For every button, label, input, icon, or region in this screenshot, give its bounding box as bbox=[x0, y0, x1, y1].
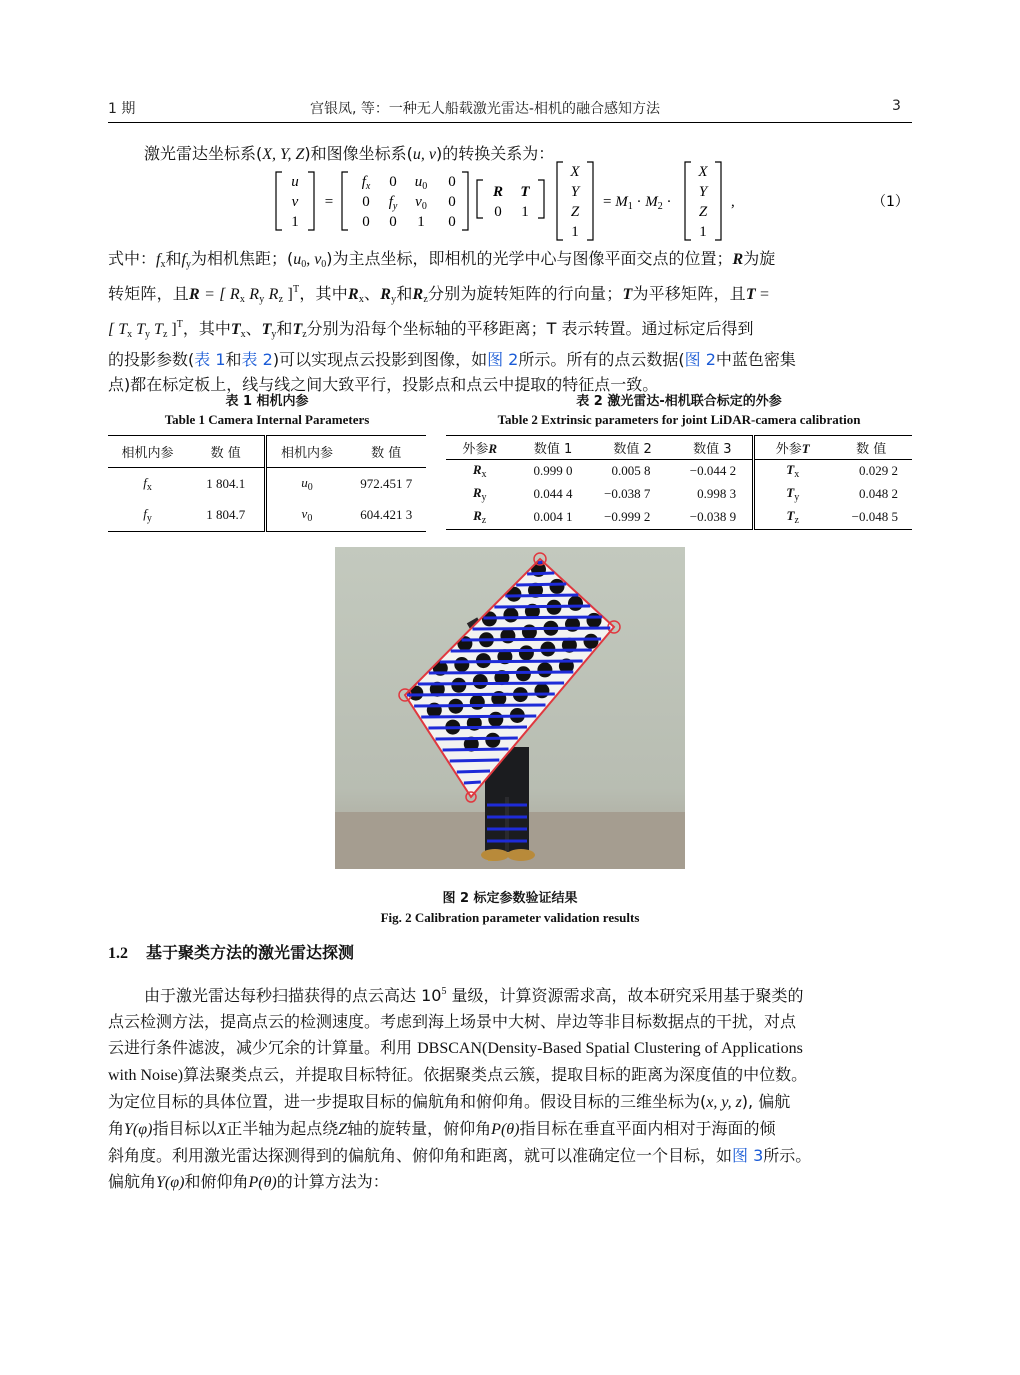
t2-h6: 数 值 bbox=[856, 442, 887, 457]
table-row: $R_x$ 0.999 0 0.005 8 −0.044 2 $T_x$ 0.029 2 bbox=[446, 460, 912, 483]
t2-h5: 外参T bbox=[775, 441, 810, 457]
scan-line bbox=[538, 562, 542, 563]
uv-1: 1 bbox=[291, 214, 299, 230]
scan-line bbox=[450, 760, 500, 761]
uv-v: v bbox=[291, 194, 299, 210]
scan-line bbox=[421, 716, 536, 717]
scan-line bbox=[473, 628, 611, 629]
checker-square bbox=[568, 596, 583, 611]
table-row: $f_y$ 1 804.7 $v_0$ 604.421 3 bbox=[108, 500, 426, 532]
equation-number: （1） bbox=[872, 194, 909, 210]
intro-line: 激光雷达坐标系(X, Y, Z)和图像坐标系(u, v)的转换关系为： bbox=[144, 144, 555, 163]
checker-square bbox=[519, 645, 534, 660]
checker-square bbox=[451, 678, 466, 693]
p2-line3: 云进行条件滤波，减少冗余的计算量。利用 DBSCAN(Density-Based Spatial Clustering of Applications bbox=[108, 1038, 803, 1057]
scan-line bbox=[494, 606, 590, 607]
t2-h4: 数值 3 bbox=[672, 436, 753, 460]
table-row: $f_x$ 1 804.1 $u_0$ 972.451 7 bbox=[108, 468, 426, 500]
uv-u: u bbox=[291, 174, 299, 190]
link-table-1[interactable]: 表 1 bbox=[194, 350, 226, 369]
k-21: 0 bbox=[389, 214, 397, 230]
xyz2-z: Z bbox=[698, 204, 708, 220]
rt-0: 0 bbox=[494, 204, 502, 220]
scan-line bbox=[414, 705, 545, 706]
rt-T: T bbox=[520, 184, 530, 200]
p2-line5: 为定位目标的具体位置，进一步提取目标的偏航角和俯仰角。假设目标的三维坐标为(x, y, z), 偏航 bbox=[108, 1092, 791, 1111]
k-13: 0 bbox=[448, 194, 456, 210]
table2-caption-en: Table 2 Extrinsic parameters for joint LiDAR-camera calibration bbox=[497, 412, 861, 427]
t1-h1: 相机内参 bbox=[121, 446, 174, 461]
table1-caption-zh: 表 1 相机内参 bbox=[225, 394, 309, 409]
eq-equals: = bbox=[324, 194, 334, 210]
p1-line1: 式中：$f_x$和$f_y$为相机焦距；($u_0$, $v_0$)为主点坐标，即相机的光学中心与图像平面交点的位置；R为旋 bbox=[108, 249, 776, 270]
table2-caption-zh: 表 2 激光雷达-相机联合标定的外参 bbox=[576, 394, 782, 409]
p2-line7: 斜角度。利用激光雷达探测得到的偏航角、俯仰角和距离，就可以准确定位一个目标，如图 3所示。 bbox=[108, 1146, 812, 1165]
xyz2-x: X bbox=[698, 164, 708, 180]
checker-square bbox=[537, 662, 552, 677]
table-row: $R_y$ 0.044 4 −0.038 7 0.998 3 $T_y$ 0.048 2 bbox=[446, 483, 912, 506]
k-22: 1 bbox=[417, 214, 425, 230]
p1-line5: 点)都在标定板上，线与线之间大致平行，投影点和点云中提取的特征点一致。 bbox=[108, 375, 659, 394]
equation-1 bbox=[0, 0, 1020, 245]
k-10: 0 bbox=[362, 194, 370, 210]
issue-number: 1 期 bbox=[108, 101, 136, 117]
checker-square bbox=[473, 674, 488, 689]
figure2-caption-zh: 图 2 标定参数验证结果 bbox=[442, 891, 578, 906]
section-heading: 1.2 基于聚类方法的激光雷达探测 bbox=[108, 943, 355, 962]
scan-line bbox=[457, 771, 490, 772]
k-23: 0 bbox=[448, 214, 456, 230]
t2-h1: 外参R bbox=[462, 441, 497, 457]
scan-line bbox=[462, 639, 601, 640]
scan-line bbox=[407, 694, 555, 695]
table1-caption-en: Table 1 Camera Internal Parameters bbox=[164, 412, 370, 427]
table-row: $R_z$ 0.004 1 −0.999 2 −0.038 9 $T_z$ −0.048 5 bbox=[446, 506, 912, 530]
k-01: 0 bbox=[389, 174, 397, 190]
t2-h2: 数值 1 bbox=[533, 442, 573, 457]
scan-line bbox=[505, 595, 578, 596]
checker-square bbox=[470, 695, 485, 710]
k-u0: $u_0$ bbox=[414, 174, 428, 192]
scan-line bbox=[436, 738, 518, 739]
t1-h3: 相机内参 bbox=[280, 446, 333, 461]
t1-h4: 数 值 bbox=[371, 446, 402, 461]
p1-line2: 转矩阵，且R = [ $R_x$ $R_y$ $R_z$ ]$^T$，其中$R_x$、$R_y$和$R_z$分别为旋转矩阵的行向量；T为平移矩阵，且T = bbox=[108, 284, 770, 305]
t1-h2: 数 值 bbox=[187, 436, 266, 468]
p2-line4: with Noise)算法聚类点云，并提取目标特征。依据聚类点云簇，提取目标的距离为深度值的中位数。 bbox=[108, 1065, 808, 1084]
k-fx: $f_x$ bbox=[361, 174, 371, 192]
scan-line bbox=[440, 661, 583, 662]
p2-line6: 角Y(φ)指目标以X正半轴为起点绕Z轴的旋转量，俯仰角P(θ)指目标在垂直平面内相对于海面的倾 bbox=[108, 1119, 776, 1138]
eq-comma: , bbox=[731, 194, 735, 210]
rt-1: 1 bbox=[521, 204, 529, 220]
rt-R: R bbox=[492, 184, 504, 200]
link-table-2[interactable]: 表 2 bbox=[241, 350, 273, 369]
scan-line bbox=[527, 573, 554, 574]
paragraph-2 bbox=[108, 979, 912, 1196]
link-figure-2[interactable]: 图 2 bbox=[487, 350, 519, 369]
scan-line bbox=[451, 650, 592, 651]
xyz2-y: Y bbox=[698, 184, 708, 200]
t2-h3: 数值 2 bbox=[613, 442, 652, 457]
scan-line bbox=[418, 683, 564, 684]
table-1 bbox=[108, 435, 426, 532]
figure2-caption-en: Fig. 2 Calibration parameter validation results bbox=[380, 910, 640, 925]
link-figure-2b[interactable]: 图 2 bbox=[684, 350, 716, 369]
table-2 bbox=[446, 435, 912, 530]
p1-line3: [ $T_x$ $T_y$ $T_z$ ]$^T$，其中$T_x$、$T_y$和$T_z$分别为沿每个坐标轴的平移距离；T 表示转置。通过标定后得到 bbox=[108, 319, 754, 340]
xyz1-z: Z bbox=[570, 204, 580, 220]
p2-line2: 点云检测方法，提高点云的检测速度。考虑到海上场景中大树、岸边等非目标数据点的干扰，对点 bbox=[108, 1012, 797, 1031]
page-number: 3 bbox=[892, 98, 901, 114]
scan-line bbox=[464, 782, 481, 783]
xyz1-x: X bbox=[570, 164, 580, 180]
xyz2-1: 1 bbox=[699, 224, 707, 240]
checker-square bbox=[454, 657, 469, 672]
p2-line8: 偏航角Y(φ)和俯仰角P(θ)的计算方法为： bbox=[108, 1172, 389, 1191]
running-title: 宫银凤, 等：一种无人船载激光雷达-相机的融合感知方法 bbox=[310, 101, 660, 117]
checker-square bbox=[503, 608, 518, 623]
xyz1-y: Y bbox=[570, 184, 580, 200]
k-v0: $v_0$ bbox=[415, 194, 427, 212]
k-fy: $f_y$ bbox=[388, 194, 398, 212]
figure-2-image bbox=[335, 547, 685, 869]
k-20: 0 bbox=[362, 214, 370, 230]
checker-square bbox=[488, 712, 503, 727]
scan-line bbox=[516, 584, 566, 585]
scan-line bbox=[483, 617, 602, 618]
checker-square bbox=[550, 579, 565, 594]
xyz1-1: 1 bbox=[571, 224, 579, 240]
checker-square bbox=[534, 683, 549, 698]
p2-line1: 由于激光雷达每秒扫描获得的点云高达 $10^5$ 量级，计算资源需求高，故本研究采用基于聚类的 bbox=[144, 986, 804, 1005]
eq-m1m2: = $M_1 \cdot M_2$ · bbox=[603, 194, 672, 212]
scan-line bbox=[428, 727, 527, 728]
link-figure-3[interactable]: 图 3 bbox=[732, 1146, 764, 1165]
scan-line bbox=[429, 672, 574, 673]
k-03: 0 bbox=[448, 174, 456, 190]
checker-square bbox=[485, 733, 500, 748]
scan-line bbox=[443, 749, 509, 750]
paragraph-1 bbox=[108, 246, 912, 397]
checker-square bbox=[522, 625, 537, 640]
p1-line4: 的投影参数(表 1和表 2)可以实现点云投影到图像，如图 2所示。所有的点云数据(图 2中蓝色密集 bbox=[108, 350, 796, 369]
checker-square bbox=[587, 613, 602, 628]
